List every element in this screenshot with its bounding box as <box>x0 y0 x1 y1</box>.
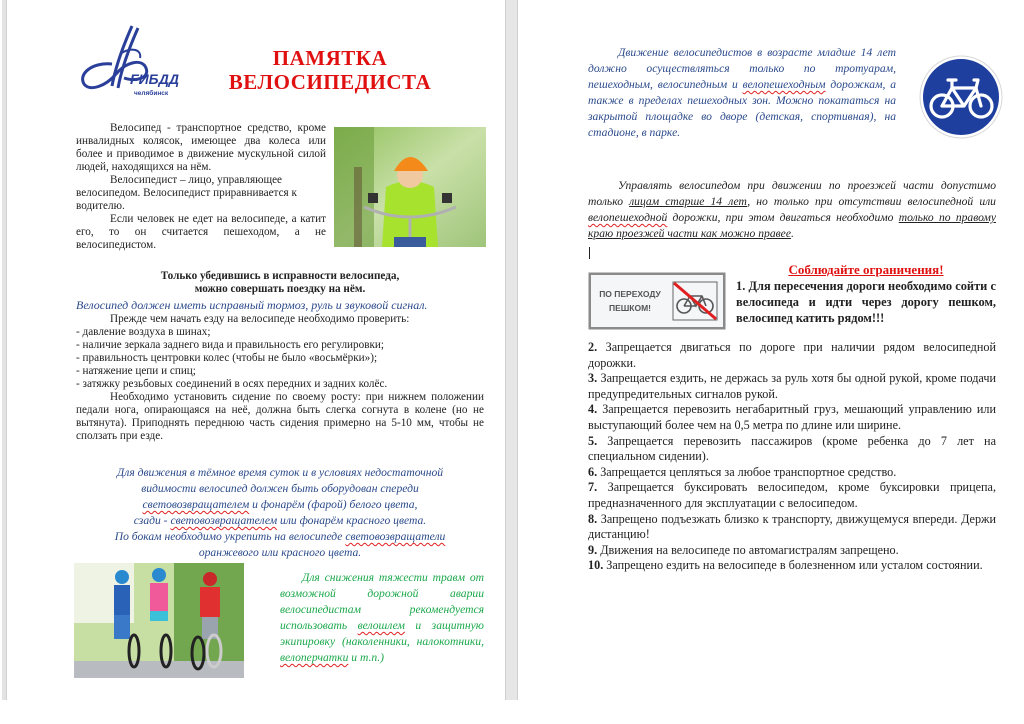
page-title <box>210 46 450 94</box>
window-edge <box>2 0 7 700</box>
protection-text: Для снижения тяжести травм от возможной дорожной аварии велосипедистам рекомендуется использовать <box>280 571 484 632</box>
rule-item <box>588 434 996 465</box>
rule-number: 10. <box>588 558 604 573</box>
rule-text: Запрещается ездить, не держась за руль хотя бы одной рукой, кроме подачи предупредительных сигналов рукой. <box>588 371 996 401</box>
rule-number: 6. <box>588 464 598 479</box>
night-text: По бокам необходимо укрепить на велосипеде <box>114 530 346 543</box>
rule-item <box>588 402 996 433</box>
protection-text: и защитную экипировку (наколенники, налокотники, <box>280 619 484 648</box>
underlined-text: лицам старше 14 лет <box>629 195 748 208</box>
walk-bike-across-sign <box>588 272 726 330</box>
spellcheck-word: велоперчатки <box>280 651 349 664</box>
rule-text: Запрещается двигаться по дороге при наличии рядом велосипедной дорожки. <box>588 340 996 370</box>
night-visibility-note <box>76 465 484 561</box>
boy-on-bicycle-photo <box>334 127 486 247</box>
roadway-rules <box>588 178 996 242</box>
rule-item <box>588 512 996 543</box>
rule-text: Запрещено подъезжать близко к транспорту, движущемуся впереди. Держи дистанцию! <box>588 511 996 542</box>
protection-advice <box>280 570 484 666</box>
check-heading-line-2: можно совершать поездку на нём. <box>194 283 366 295</box>
rule-item <box>736 278 996 326</box>
rule-text: Запрещается цепляться за любое транспортное средство. <box>597 464 897 479</box>
night-line: оранжевого или красного цвета. <box>198 546 362 559</box>
check-intro: Прежде чем начать езду на велосипеде необходимо проверить: <box>110 313 410 325</box>
definition-cyclist: Велосипедист – лицо, управляющее велосипедом. Велосипедист приравнивается к водителю. <box>76 174 297 212</box>
rule-item <box>588 558 996 574</box>
underlined-text: только по правому краю проезжей части как можно правее <box>588 211 997 240</box>
rule-text: Запрещается перевозить пассажиров (кроме ребенка до 7 лет на специальном сидении). <box>588 433 996 464</box>
spellcheck-word: велошлем <box>357 619 405 632</box>
rule-item <box>588 340 996 371</box>
check-item: - наличие зеркала заднего вида и правильность его регулировки; <box>76 339 385 351</box>
spellcheck-word: световозвращателем <box>142 498 250 511</box>
spellcheck-word: световозвращателем <box>170 514 278 527</box>
spellcheck-word: велопешеходным <box>742 78 826 91</box>
protection-text: и т.п.) <box>348 651 384 664</box>
definitions <box>76 122 326 252</box>
rule-number: 2. <box>588 340 598 354</box>
roadway-text: . <box>790 227 794 240</box>
roadway-text: Управлять велосипедом при движении по проезжей части допустимо только <box>588 179 996 208</box>
check-item: - давление воздуха в шинах; <box>76 326 211 338</box>
rule-number: 5. <box>588 433 598 448</box>
roadway-text: , но только при отсутствии велосипедной или <box>747 195 996 208</box>
gibdd-logo <box>72 24 182 98</box>
rules-list <box>588 340 996 574</box>
night-line: видимости велосипед должен быть оборудован спереди <box>141 482 419 495</box>
title-line-1: ПАМЯТКА <box>272 46 388 70</box>
plate-line-2: ПЕШКОМ! <box>608 303 652 313</box>
check-list <box>76 313 484 443</box>
spellcheck-word: велопешеходной <box>588 211 668 224</box>
night-line <box>76 513 484 529</box>
rule-item <box>588 543 996 559</box>
night-line: Для движения в тёмное время суток и в условиях недостаточной <box>116 466 444 479</box>
children-rules <box>588 45 896 141</box>
rule-text: Для пересечения дороги необходимо сойти с велосипеда и идти через дорогу пешком, велосипед катить рядом!!! <box>736 279 996 325</box>
check-heading-line-1: Только убедившись в исправности велосипеда, <box>160 270 400 282</box>
definition-bicycle: Велосипед - транспортное средство, кроме инвалидных колясок, имеющее два колеса или более и приводимое в движение мускульной силой людей, находящихся на нём. <box>76 122 326 173</box>
night-line <box>76 529 484 545</box>
text-cursor <box>589 247 590 259</box>
bicycle-path-sign-icon <box>918 54 1004 140</box>
rule-text: Запрещено ездить на велосипеде в болезненном или усталом состоянии. <box>603 558 983 573</box>
rule-number: 3. <box>588 371 598 386</box>
rule-number: 7. <box>588 480 598 495</box>
rule-item <box>588 371 996 402</box>
rule-number: 8. <box>588 511 598 526</box>
seat-advice: Необходимо установить сидение по своему росту: при нижнем положении педали нога, опирающаяся на неё, должна быть слегка согнута в колене (но не вытянута). Приподнять переднюю часть сидения примерно на 5-10 мм, чтобы не сползать при езде. <box>76 391 484 442</box>
children-text: дорожкам, а также в пределах пешеходных зон. Можно покататься на закрытой площадке во дворе (детская, спортивная), на стадионе, в парке. <box>588 78 897 139</box>
rule-number: 4. <box>588 402 598 417</box>
spellcheck-word: световозвращатели <box>345 530 446 543</box>
rule-number: 1. <box>736 279 746 293</box>
definition-pedestrian: Если человек не едет на велосипеде, а катит его, то он считается пешеходом, а не велосипедистом. <box>76 213 326 251</box>
restrictions-title: Соблюдайте ограничения! <box>788 262 944 277</box>
roadway-text: дорожки, при этом двигаться необходимо <box>667 211 899 224</box>
equipment-note: Велосипед должен иметь исправный тормоз, руль и звуковой сигнал. <box>76 298 428 312</box>
children-text: Движение велосипедистов в возрасте младше 14 лет должно осуществляться только по тротуарам, пешеходным, велосипедным и <box>588 46 896 91</box>
rule-text: Запрещается буксировать велосипедом, кроме буксировки прицепа, предназначенного для эксплуатации с велосипедом. <box>588 480 996 510</box>
title-line-2: ВЕЛОСИПЕДИСТА <box>228 70 432 94</box>
night-text: сзади - <box>133 514 171 527</box>
rule-text: Движения на велосипеде по автомагистралям запрещено. <box>597 542 899 557</box>
rule-text: Запрещается перевозить негабаритный груз, мешающий управлению или выступающий более чем на 0,5 метра по длине или ширине. <box>588 402 996 432</box>
children-with-bicycles-photo <box>74 563 244 678</box>
rule-item <box>588 465 996 481</box>
logo-sublabel: челябинск <box>134 90 169 97</box>
check-heading <box>76 270 484 296</box>
page-gutter <box>505 0 518 700</box>
rule-number: 9. <box>588 542 598 557</box>
night-text: и фонарём (фарой) белого цвета, <box>249 498 418 511</box>
night-line <box>76 497 484 513</box>
plate-line-1: ПО ПЕРЕХОДУ <box>599 289 661 299</box>
check-item: - затяжку резьбовых соединений в осях передних и задних колёс. <box>76 378 388 390</box>
logo-label: ГИБДД <box>130 71 179 87</box>
check-item: - правильность центровки колес (чтобы не было «восьмёрки»); <box>76 352 378 364</box>
rule-item <box>588 480 996 511</box>
check-item: - натяжение цепи и спиц; <box>76 365 196 377</box>
night-text: или фонарём красного цвета. <box>277 514 427 527</box>
